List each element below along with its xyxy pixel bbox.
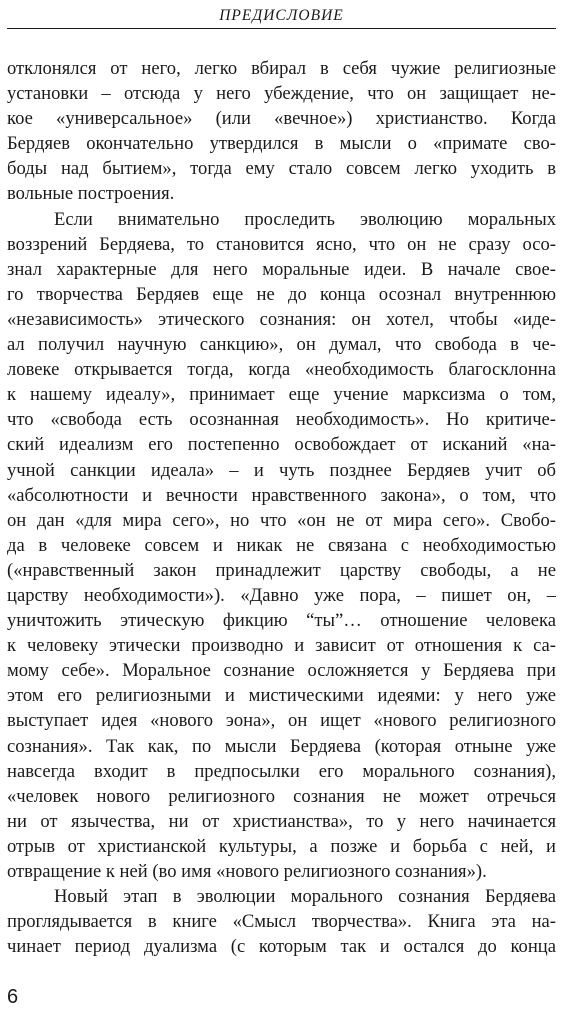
- text-line: «абсолютности и вечности нравственного закона», о том, что: [7, 484, 556, 506]
- text-line: отклонялся от него, легко вбирал в себя чужие религиозные: [7, 58, 556, 79]
- text-line: го творчества Бердяев еще не до конца осознал внутреннюю: [7, 283, 556, 305]
- text-line: знал характерные для него моральные идеи. В начале свое-: [7, 258, 556, 280]
- header-rule: [7, 28, 556, 29]
- text-line: «независимость» этического сознания: он хотел, чтобы «иде-: [7, 308, 556, 330]
- text-line: к человеку этически производно и зависит от отношения к са-: [7, 635, 556, 657]
- text-line: отрыв от христианской культуры, а позже и борьба с ней, и: [7, 835, 556, 857]
- text-line: чинает период дуализма (с которым так и остался до конца: [7, 936, 556, 958]
- text-line: ал получил научную санкцию», он думал, что свобода в че-: [7, 334, 556, 356]
- text-line: Бердяев окончательно утвердился в мысли о «примате сво-: [7, 133, 556, 155]
- book-page: [7, 0, 556, 1020]
- text-line: проглядывается в книге «Смысл творчества». Книга эта на-: [7, 911, 556, 933]
- text-line: боды над бытием», тогда ему стало совсем легко уходить в: [7, 158, 556, 180]
- text-line: «человек нового религиозного сознания не может отречься: [7, 785, 556, 807]
- text-line: выступает идея «нового эона», он ищет «нового религиозного: [7, 710, 556, 732]
- text-line: («нравственный закон принадлежит царству свободы, а не: [7, 559, 556, 581]
- text-line: установки – отсюда у него убеждение, что он защищает не-: [7, 83, 556, 105]
- text-line: он дан «для мира сего», но что «он не от мира сего». Свобо-: [7, 509, 556, 531]
- text-line: отвращение к ней (во имя «нового религиозного сознания»).: [7, 861, 487, 882]
- text-line: мому себе». Моральное сознание осложняется у Бердяева при: [7, 660, 556, 682]
- text-line: ни от язычества, ни от христианства», то у него начинается: [7, 810, 556, 832]
- text-line: уничтожить этическую фикцию “ты”… отношение человека: [7, 610, 556, 632]
- text-line: кое «универсальное» (или «вечное») христианство. Когда: [7, 108, 556, 130]
- text-line: да в человеке совсем и никак не связана с необходимостью: [7, 534, 556, 556]
- text-line: этом его религиозными и мистическими идеями: у него уже: [7, 685, 556, 707]
- text-line: к нашему идеалу», принимает еще учение марксизма о том,: [7, 384, 556, 406]
- text-line: сознания». Так как, по мысли Бердяева (которая отныне уже: [7, 735, 556, 757]
- text-line: навсегда входит в предпосылки его морального сознания),: [7, 760, 556, 782]
- text-line: ский идеализм его постепенно освобождает от исканий «на-: [7, 434, 556, 456]
- text-line: Если внимательно проследить эволюцию моральных: [54, 208, 556, 230]
- text-line: учной санкции идеала» – и чуть позднее Бердяев учит об: [7, 459, 556, 481]
- page-number: 6: [7, 986, 19, 1008]
- running-head: ПРЕДИСЛОВИЕ: [219, 7, 344, 24]
- text-line: воззрений Бердяева, то становится ясно, что он не сразу осо-: [7, 233, 556, 255]
- text-line: что «свобода есть осознанная необходимость». Но критиче-: [7, 409, 556, 431]
- text-line: вольные построения.: [7, 183, 175, 205]
- text-line: ловеке открывается тогда, когда «необходимость благосклонна: [7, 359, 556, 381]
- body-text: [7, 56, 556, 959]
- text-line: Новый этап в эволюции морального сознания Бердяева: [54, 886, 556, 908]
- text-line: царству необходимости»). «Давно уже пора, – пишет он, –: [7, 584, 556, 606]
